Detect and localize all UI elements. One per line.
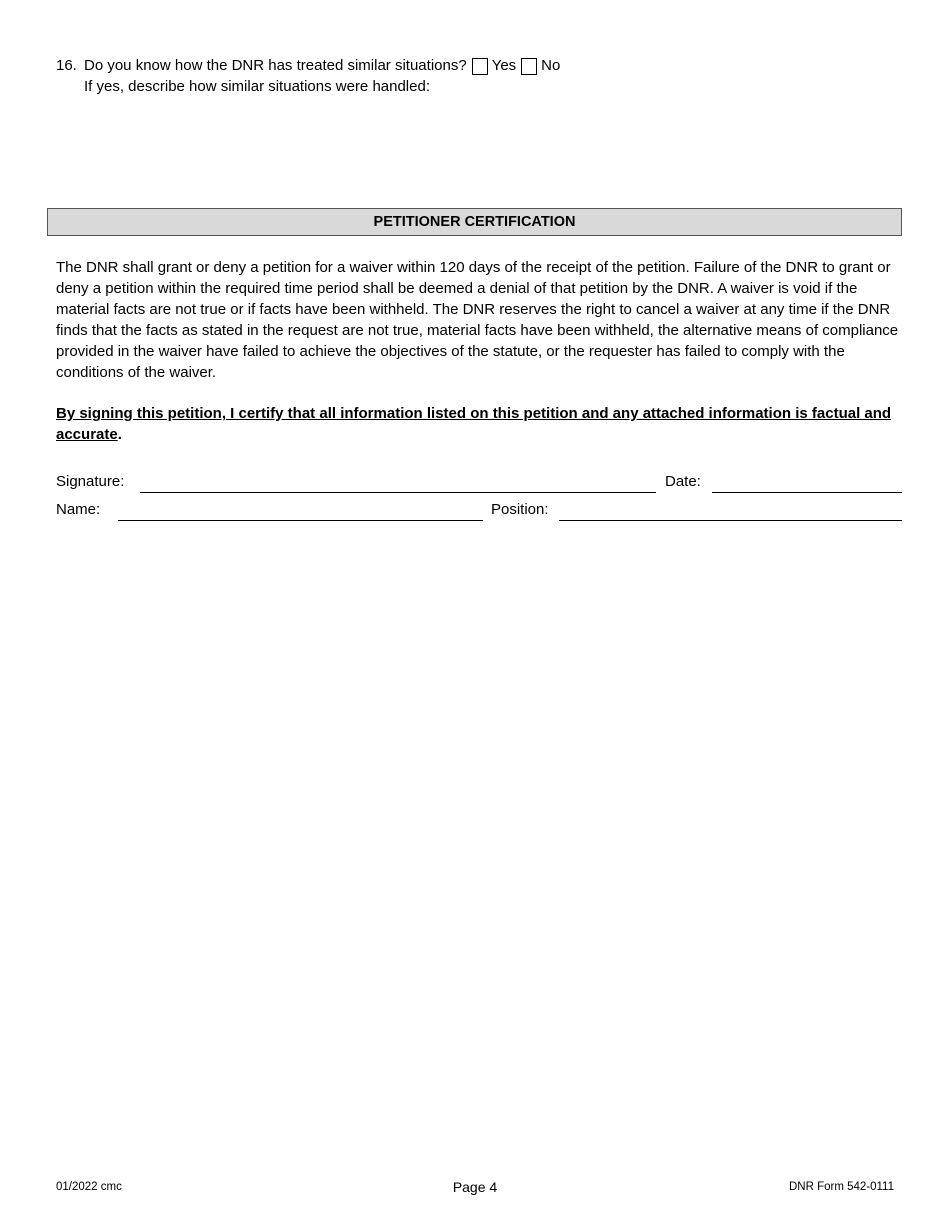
no-label: No (541, 57, 561, 74)
certification-statement-period: . (117, 426, 122, 443)
name-label: Name: (56, 501, 101, 518)
signature-line[interactable] (140, 492, 656, 493)
footer-form-number: DNR Form 542-0111 (788, 1181, 894, 1193)
section-header-certification (47, 208, 902, 236)
date-line[interactable] (712, 492, 902, 493)
position-label: Position: (491, 501, 549, 518)
date-label: Date: (665, 473, 701, 490)
position-line[interactable] (559, 520, 902, 521)
name-line[interactable] (118, 520, 483, 521)
question-number: 16. (56, 57, 77, 74)
certification-paragraph: The DNR shall grant or deny a petition for a waiver within 120 days of the receipt of the petition. Failure of the DNR to grant or deny a petition within the required time period shall be deemed a denial of that petition by the DNR. A waiver is void if the material facts are not true or if facts have been withheld. The DNR reserves the right to cancel a waiver at any time if the DNR finds that the facts as stated in the request are not true, material facts have been withheld, the alternative means of compliance provided in the waiver have failed to achieve the objectives of the statute, or the requester has failed to comply with the conditions of the waiver. (56, 259, 899, 381)
section-title: PETITIONER CERTIFICATION (373, 214, 576, 230)
certification-statement-text: By signing this petition, I certify that all information listed on this petition and any attached information is factual and accurate (56, 405, 892, 443)
yes-checkbox[interactable] (472, 58, 488, 75)
question-text: Do you know how the DNR has treated similar situations? (84, 57, 467, 74)
yes-label: Yes (491, 57, 517, 74)
certification-statement (56, 403, 904, 445)
footer-page-number: Page 4 (452, 1179, 498, 1195)
footer-revision: 01/2022 cmc (56, 1181, 122, 1193)
signature-label: Signature: (56, 473, 125, 490)
question-16 (84, 56, 560, 76)
no-checkbox[interactable] (521, 58, 537, 75)
question-followup: If yes, describe how similar situations were handled: (84, 78, 430, 95)
